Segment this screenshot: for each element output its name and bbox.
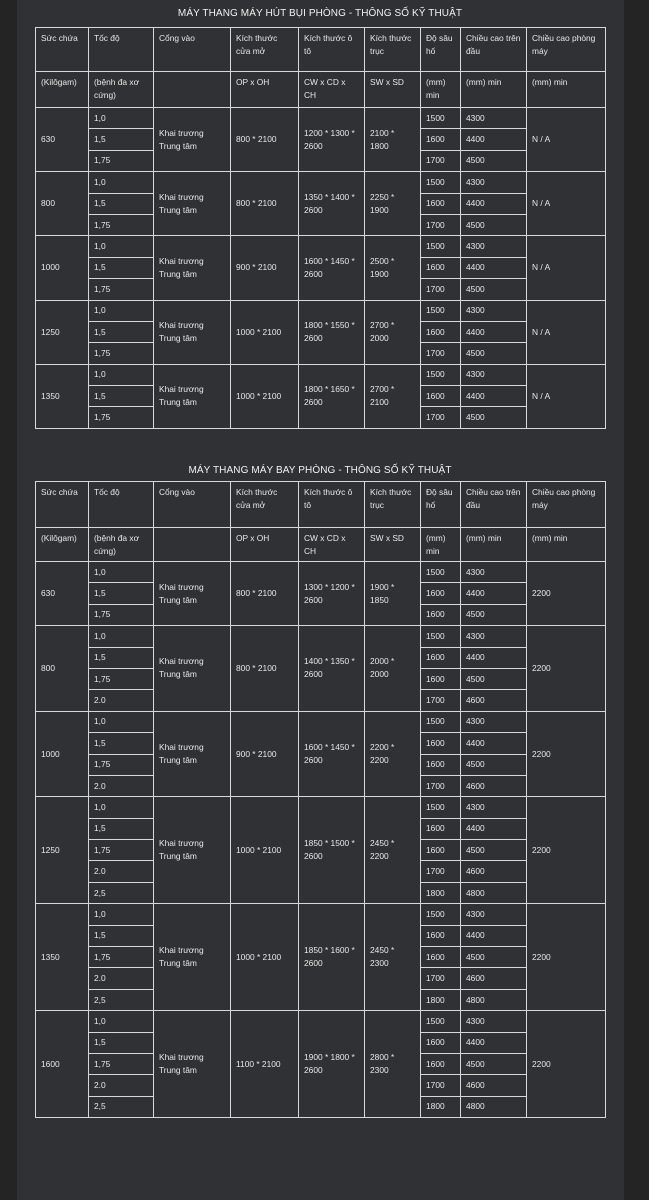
- header-pit-depth: Độ sâu hố: [421, 482, 461, 528]
- table-title-fly: MÁY THANG MÁY BAY PHÒNG - THÔNG SỐ KỸ THUẬT: [188, 465, 452, 476]
- entrance-cell: Khai trương Trung tâm: [154, 364, 231, 428]
- unit-pit-depth: (mm) min: [421, 528, 461, 562]
- pit-depth-cell: 1600: [421, 840, 461, 861]
- unit-speed: (bệnh đa xơ cứng): [89, 72, 154, 108]
- pit-depth-cell: 1600: [421, 583, 461, 604]
- header-machine-room: Chiều cao phòng máy: [527, 28, 606, 72]
- table-row: [36, 172, 606, 193]
- pit-depth-cell: 1600: [421, 257, 461, 278]
- unit-overhead: (mm) min: [461, 528, 527, 562]
- car-size-cell: 1850 * 1600 * 2600: [299, 904, 365, 1011]
- header-speed: Tốc độ: [89, 482, 154, 528]
- unit-door-size: OP x OH: [231, 528, 299, 562]
- overhead-cell: 4500: [461, 214, 527, 235]
- capacity-cell: 1250: [36, 797, 89, 904]
- pit-depth-cell: 1500: [421, 300, 461, 321]
- pit-depth-cell: 1800: [421, 989, 461, 1010]
- speed-cell: 1,75: [89, 1053, 154, 1074]
- pit-depth-cell: 1500: [421, 236, 461, 257]
- pit-depth-cell: 1600: [421, 947, 461, 968]
- entrance-cell: Khai trương Trung tâm: [154, 108, 231, 172]
- table-row: [36, 797, 606, 818]
- pit-depth-cell: 1500: [421, 711, 461, 732]
- pit-depth-cell: 1600: [421, 604, 461, 625]
- overhead-cell: 4400: [461, 1032, 527, 1053]
- capacity-cell: 1250: [36, 300, 89, 364]
- speed-cell: 1,75: [89, 343, 154, 364]
- spec-table-vacuum: [35, 27, 606, 429]
- entrance-cell: Khai trương Trung tâm: [154, 711, 231, 797]
- machine-room-cell: 2200: [527, 711, 606, 797]
- unit-entrance: [154, 528, 231, 562]
- speed-cell: 1,0: [89, 300, 154, 321]
- header-car-size: Kích thước ô tô: [299, 28, 365, 72]
- capacity-cell: 800: [36, 172, 89, 236]
- pit-depth-cell: 1700: [421, 279, 461, 300]
- entrance-cell: Khai trương Trung tâm: [154, 236, 231, 300]
- door-size-cell: 800 * 2100: [231, 626, 299, 712]
- machine-room-cell: N / A: [527, 236, 606, 300]
- capacity-cell: 630: [36, 562, 89, 626]
- overhead-cell: 4300: [461, 300, 527, 321]
- speed-cell: 1,0: [89, 626, 154, 647]
- table-title-vacuum: MÁY THANG MÁY HÚT BỤI PHÒNG - THÔNG SỐ KỸ THUẬT: [177, 8, 463, 19]
- door-size-cell: 1000 * 2100: [231, 904, 299, 1011]
- speed-cell: 2.0: [89, 968, 154, 989]
- car-size-cell: 1350 * 1400 * 2600: [299, 172, 365, 236]
- pit-depth-cell: 1500: [421, 797, 461, 818]
- unit-pit-depth: (mm) min: [421, 72, 461, 108]
- pit-depth-cell: 1700: [421, 407, 461, 428]
- pit-depth-cell: 1800: [421, 1096, 461, 1117]
- overhead-cell: 4400: [461, 647, 527, 668]
- pit-depth-cell: 1500: [421, 172, 461, 193]
- capacity-cell: 800: [36, 626, 89, 712]
- overhead-cell: 4500: [461, 840, 527, 861]
- pit-depth-cell: 1700: [421, 690, 461, 711]
- pit-depth-cell: 1600: [421, 925, 461, 946]
- machine-room-cell: 2200: [527, 904, 606, 1011]
- speed-cell: 1,75: [89, 754, 154, 775]
- door-size-cell: 1100 * 2100: [231, 1011, 299, 1118]
- door-size-cell: 1000 * 2100: [231, 797, 299, 904]
- speed-cell: 1,5: [89, 386, 154, 407]
- unit-entrance: [154, 72, 231, 108]
- door-size-cell: 1000 * 2100: [231, 300, 299, 364]
- machine-room-cell: 2200: [527, 562, 606, 626]
- shaft-size-cell: 2500 * 1900: [365, 236, 421, 300]
- car-size-cell: 1300 * 1200 * 2600: [299, 562, 365, 626]
- overhead-cell: 4300: [461, 626, 527, 647]
- overhead-cell: 4500: [461, 947, 527, 968]
- table-row: [36, 1011, 606, 1032]
- speed-cell: 1,5: [89, 193, 154, 214]
- door-size-cell: 900 * 2100: [231, 711, 299, 797]
- machine-room-cell: N / A: [527, 364, 606, 428]
- overhead-cell: 4600: [461, 861, 527, 882]
- pit-depth-cell: 1600: [421, 193, 461, 214]
- speed-cell: 1,0: [89, 797, 154, 818]
- speed-cell: 2.0: [89, 861, 154, 882]
- overhead-cell: 4400: [461, 818, 527, 839]
- overhead-cell: 4600: [461, 1075, 527, 1096]
- overhead-cell: 4300: [461, 904, 527, 925]
- speed-cell: 2.0: [89, 1075, 154, 1096]
- speed-cell: 1,75: [89, 150, 154, 171]
- table-row: [36, 108, 606, 129]
- table-row: [36, 711, 606, 732]
- machine-room-cell: 2200: [527, 626, 606, 712]
- machine-room-cell: N / A: [527, 108, 606, 172]
- overhead-cell: 4300: [461, 711, 527, 732]
- car-size-cell: 1800 * 1550 * 2600: [299, 300, 365, 364]
- pit-depth-cell: 1600: [421, 1053, 461, 1074]
- overhead-cell: 4300: [461, 108, 527, 129]
- unit-machine-room: (mm) min: [527, 72, 606, 108]
- speed-cell: 1,5: [89, 257, 154, 278]
- door-size-cell: 800 * 2100: [231, 172, 299, 236]
- pit-depth-cell: 1600: [421, 668, 461, 689]
- speed-cell: 2.0: [89, 775, 154, 796]
- speed-cell: 1,0: [89, 172, 154, 193]
- door-size-cell: 900 * 2100: [231, 236, 299, 300]
- pit-depth-cell: 1700: [421, 861, 461, 882]
- overhead-cell: 4500: [461, 150, 527, 171]
- speed-cell: 1,5: [89, 583, 154, 604]
- overhead-cell: 4600: [461, 690, 527, 711]
- entrance-cell: Khai trương Trung tâm: [154, 904, 231, 1011]
- speed-cell: 1,5: [89, 925, 154, 946]
- right-margin: [624, 0, 649, 1200]
- header-speed: Tốc độ: [89, 28, 154, 72]
- shaft-size-cell: 2800 * 2300: [365, 1011, 421, 1118]
- shaft-size-cell: 2450 * 2300: [365, 904, 421, 1011]
- unit-capacity: (Kilôgam): [36, 528, 89, 562]
- speed-cell: 1,75: [89, 279, 154, 300]
- unit-shaft-size: SW x SD: [365, 528, 421, 562]
- pit-depth-cell: 1500: [421, 626, 461, 647]
- header-shaft-size: Kích thước trục: [365, 482, 421, 528]
- car-size-cell: 1600 * 1450 * 2600: [299, 711, 365, 797]
- speed-cell: 1,75: [89, 604, 154, 625]
- pit-depth-cell: 1500: [421, 562, 461, 583]
- capacity-cell: 1600: [36, 1011, 89, 1118]
- header-overhead: Chiều cao trên đầu: [461, 28, 527, 72]
- speed-cell: 1,75: [89, 668, 154, 689]
- machine-room-cell: 2200: [527, 797, 606, 904]
- pit-depth-cell: 1600: [421, 818, 461, 839]
- speed-cell: 1,0: [89, 904, 154, 925]
- header-capacity: Sức chứa: [36, 482, 89, 528]
- entrance-cell: Khai trương Trung tâm: [154, 1011, 231, 1118]
- door-size-cell: 800 * 2100: [231, 108, 299, 172]
- car-size-cell: 1600 * 1450 * 2600: [299, 236, 365, 300]
- header-pit-depth: Độ sâu hố: [421, 28, 461, 72]
- speed-cell: 1,5: [89, 129, 154, 150]
- speed-cell: 1,0: [89, 1011, 154, 1032]
- overhead-cell: 4800: [461, 1096, 527, 1117]
- pit-depth-cell: 1600: [421, 129, 461, 150]
- machine-room-cell: N / A: [527, 300, 606, 364]
- door-size-cell: 1000 * 2100: [231, 364, 299, 428]
- table-row: [36, 364, 606, 385]
- unit-car-size: CW x CD x CH: [299, 72, 365, 108]
- capacity-cell: 1000: [36, 236, 89, 300]
- spec-table-fly: [35, 481, 606, 1118]
- overhead-cell: 4400: [461, 129, 527, 150]
- capacity-cell: 1350: [36, 364, 89, 428]
- speed-cell: 1,0: [89, 108, 154, 129]
- overhead-cell: 4300: [461, 172, 527, 193]
- speed-cell: 1,0: [89, 236, 154, 257]
- pit-depth-cell: 1600: [421, 647, 461, 668]
- pit-depth-cell: 1700: [421, 1075, 461, 1096]
- overhead-cell: 4500: [461, 754, 527, 775]
- speed-cell: 1,5: [89, 321, 154, 342]
- overhead-cell: 4300: [461, 562, 527, 583]
- pit-depth-cell: 1700: [421, 150, 461, 171]
- unit-speed: (bệnh đa xơ cứng): [89, 528, 154, 562]
- pit-depth-cell: 1500: [421, 904, 461, 925]
- speed-cell: 1,75: [89, 840, 154, 861]
- pit-depth-cell: 1600: [421, 1032, 461, 1053]
- car-size-cell: 1800 * 1650 * 2600: [299, 364, 365, 428]
- pit-depth-cell: 1500: [421, 108, 461, 129]
- entrance-cell: Khai trương Trung tâm: [154, 562, 231, 626]
- pit-depth-cell: 1600: [421, 754, 461, 775]
- header-door-size: Kích thước cửa mở: [231, 482, 299, 528]
- speed-cell: 1,75: [89, 407, 154, 428]
- header-entrance: Cổng vào: [154, 28, 231, 72]
- shaft-size-cell: 2700 * 2000: [365, 300, 421, 364]
- overhead-cell: 4300: [461, 364, 527, 385]
- shaft-size-cell: 2100 * 1800: [365, 108, 421, 172]
- unit-overhead: (mm) min: [461, 72, 527, 108]
- table-row: [36, 236, 606, 257]
- header-entrance: Cổng vào: [154, 482, 231, 528]
- machine-room-cell: N / A: [527, 172, 606, 236]
- pit-depth-cell: 1600: [421, 733, 461, 754]
- speed-cell: 1,5: [89, 733, 154, 754]
- unit-shaft-size: SW x SD: [365, 72, 421, 108]
- capacity-cell: 630: [36, 108, 89, 172]
- unit-car-size: CW x CD x CH: [299, 528, 365, 562]
- pit-depth-cell: 1700: [421, 775, 461, 796]
- overhead-cell: 4400: [461, 193, 527, 214]
- machine-room-cell: 2200: [527, 1011, 606, 1118]
- shaft-size-cell: 2450 * 2200: [365, 797, 421, 904]
- speed-cell: 2,5: [89, 1096, 154, 1117]
- speed-cell: 1,0: [89, 711, 154, 732]
- speed-cell: 2,5: [89, 989, 154, 1010]
- shaft-size-cell: 2700 * 2100: [365, 364, 421, 428]
- overhead-cell: 4600: [461, 775, 527, 796]
- shaft-size-cell: 2200 * 2200: [365, 711, 421, 797]
- pit-depth-cell: 1600: [421, 386, 461, 407]
- overhead-cell: 4400: [461, 386, 527, 407]
- capacity-cell: 1000: [36, 711, 89, 797]
- shaft-size-cell: 1900 * 1850: [365, 562, 421, 626]
- header-door-size: Kích thước cửa mở: [231, 28, 299, 72]
- overhead-cell: 4300: [461, 236, 527, 257]
- overhead-cell: 4500: [461, 1053, 527, 1074]
- header-overhead: Chiều cao trên đầu: [461, 482, 527, 528]
- unit-machine-room: (mm) min: [527, 528, 606, 562]
- overhead-cell: 4400: [461, 925, 527, 946]
- door-size-cell: 800 * 2100: [231, 562, 299, 626]
- pit-depth-cell: 1700: [421, 968, 461, 989]
- shaft-size-cell: 2000 * 2000: [365, 626, 421, 712]
- overhead-cell: 4500: [461, 343, 527, 364]
- entrance-cell: Khai trương Trung tâm: [154, 172, 231, 236]
- left-margin: [0, 0, 17, 1200]
- overhead-cell: 4400: [461, 321, 527, 342]
- car-size-cell: 1850 * 1500 * 2600: [299, 797, 365, 904]
- car-size-cell: 1200 * 1300 * 2600: [299, 108, 365, 172]
- speed-cell: 1,75: [89, 947, 154, 968]
- entrance-cell: Khai trương Trung tâm: [154, 797, 231, 904]
- pit-depth-cell: 1800: [421, 882, 461, 903]
- entrance-cell: Khai trương Trung tâm: [154, 626, 231, 712]
- car-size-cell: 1400 * 1350 * 2600: [299, 626, 365, 712]
- table-row: [36, 562, 606, 583]
- pit-depth-cell: 1700: [421, 343, 461, 364]
- header-machine-room: Chiều cao phòng máy: [527, 482, 606, 528]
- speed-cell: 2.0: [89, 690, 154, 711]
- car-size-cell: 1900 * 1800 * 2600: [299, 1011, 365, 1118]
- table-row: [36, 626, 606, 647]
- shaft-size-cell: 2250 * 1900: [365, 172, 421, 236]
- overhead-cell: 4600: [461, 968, 527, 989]
- overhead-cell: 4500: [461, 279, 527, 300]
- speed-cell: 1,5: [89, 818, 154, 839]
- unit-capacity: (Kilôgam): [36, 72, 89, 108]
- speed-cell: 1,0: [89, 562, 154, 583]
- overhead-cell: 4400: [461, 733, 527, 754]
- speed-cell: 1,0: [89, 364, 154, 385]
- speed-cell: 1,5: [89, 1032, 154, 1053]
- pit-depth-cell: 1500: [421, 1011, 461, 1032]
- pit-depth-cell: 1500: [421, 364, 461, 385]
- header-shaft-size: Kích thước trục: [365, 28, 421, 72]
- overhead-cell: 4500: [461, 407, 527, 428]
- overhead-cell: 4500: [461, 668, 527, 689]
- header-capacity: Sức chứa: [36, 28, 89, 72]
- overhead-cell: 4800: [461, 882, 527, 903]
- capacity-cell: 1350: [36, 904, 89, 1011]
- pit-depth-cell: 1600: [421, 321, 461, 342]
- overhead-cell: 4300: [461, 1011, 527, 1032]
- speed-cell: 2,5: [89, 882, 154, 903]
- overhead-cell: 4300: [461, 797, 527, 818]
- speed-cell: 1,75: [89, 214, 154, 235]
- unit-door-size: OP x OH: [231, 72, 299, 108]
- overhead-cell: 4400: [461, 583, 527, 604]
- speed-cell: 1,5: [89, 647, 154, 668]
- overhead-cell: 4500: [461, 604, 527, 625]
- overhead-cell: 4400: [461, 257, 527, 278]
- header-car-size: Kích thước ô tô: [299, 482, 365, 528]
- table-row: [36, 904, 606, 925]
- overhead-cell: 4800: [461, 989, 527, 1010]
- table-row: [36, 300, 606, 321]
- entrance-cell: Khai trương Trung tâm: [154, 300, 231, 364]
- pit-depth-cell: 1700: [421, 214, 461, 235]
